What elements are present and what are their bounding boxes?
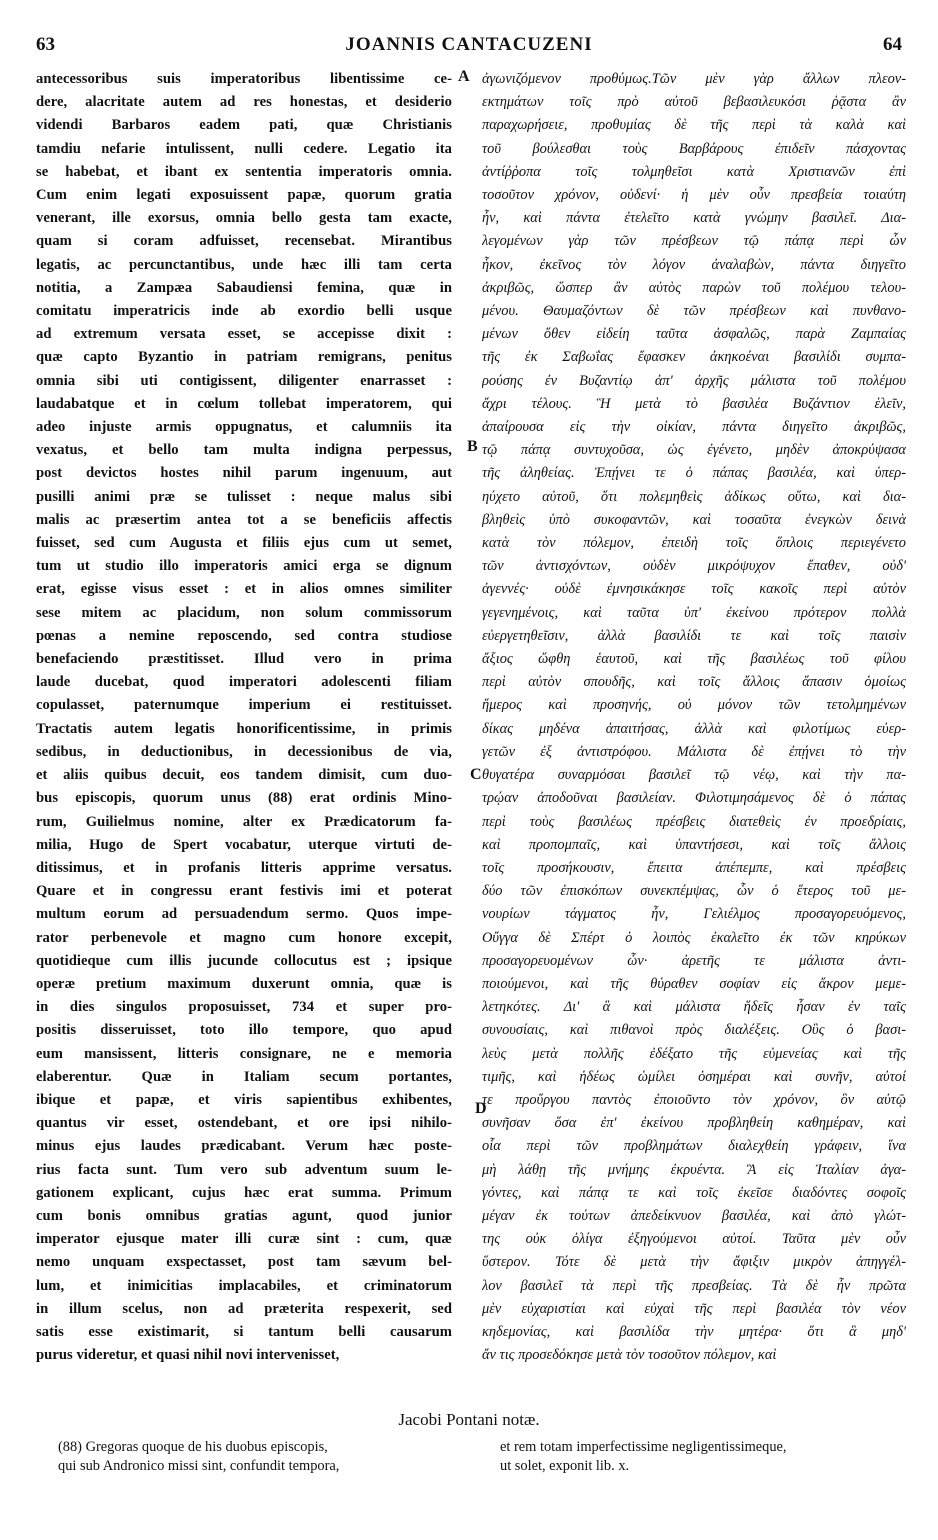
greek-text-line: συνῆσαν ὅσα ἐπ' ἐκείνου προβληθείη καθημέραν, καὶ	[482, 1115, 906, 1132]
greek-text-line: τρῴαν ἀποδοῦναι βασιλείαν. Φιλοτιμησάμενος δὲ ὁ πάπας	[482, 790, 906, 807]
margin-letter-c: C	[470, 766, 482, 783]
latin-text-line: quantus vir esset, ostendebant, et ore ipsi nihilo-	[36, 1115, 452, 1132]
footnote-line: et rem totam imperfectissime negligentissimeque,	[500, 1439, 787, 1455]
latin-text-line: rator perbenevole et magno cum honore excepit,	[36, 929, 452, 946]
latin-text-line: quæ capto Byzantio in patriam remigrans, penitus	[36, 349, 452, 366]
latin-text-line: laudabatque et in cœlum tollebat imperatorem, qui	[36, 395, 452, 412]
latin-text-line: dere, alacritate autem ad res honestas, et desiderio	[36, 94, 452, 111]
greek-text-line: εὐεργετηθεῖσιν, ἀλλὰ βασιλίδι τε καὶ τοῖς παισὶν	[482, 627, 906, 644]
latin-text-line: positis disseruisset, toto illo tempore, quo apud	[36, 1022, 452, 1039]
greek-text-line: παραχωρήσειε, προθυμίας δὲ τῆς περὶ τὰ καλὰ καὶ	[482, 117, 906, 134]
greek-text-line: τῶν ἀντισχόντων, οὐδὲν μικρόψυχον ἔπαθεν, οὐδ'	[482, 558, 906, 575]
greek-text-line: τοῦ βούλεσθαι τοὺς Βαρβάρους ἐπιδεῖν πάσχοντας	[482, 140, 906, 157]
greek-text-line: ἄξιος ὤφθη ἑαυτοῦ, καὶ τῆς βασιλέως τοῦ φίλου	[482, 651, 906, 668]
greek-text-line: τῆς ἐκ Σαβωΐας ἔφασκεν ἀκηκοέναι βασιλίδι συμπα-	[482, 349, 906, 366]
latin-text-line: copulasset, paternumque imperium ei restituisset.	[36, 697, 452, 714]
latin-text-line: ibique et papæ, et viris sapientibus exhibentes,	[36, 1091, 452, 1108]
greek-text-line: λεὺς μετὰ πολλῆς ἐδέξατο τῆς εὐμενείας καὶ τῆς	[482, 1045, 906, 1062]
latin-text-line: multum eorum ad persuadendum sermo. Quos impe-	[36, 906, 452, 923]
greek-text-line: εκτημάτων τοῖς πρὸ αὐτοῦ βεβασιλευκόσι ῥᾷστα ἂν	[482, 94, 906, 111]
latin-text-line: benefaciendo præstitisset. Illud vero in prima	[36, 651, 452, 668]
latin-text-line: et aliis quibus decuit, eos tandem dimisit, cum duo-	[36, 767, 452, 784]
latin-text-line: vexatus, et bello tam multa indigna perpessus,	[36, 442, 452, 459]
greek-text-line: ἥμερος καὶ προσηνής, οὐ μόνον τῶν τετολμημένων	[482, 697, 906, 714]
greek-text-line: προσαγορευομένων ὧν· ἀρετῆς τε μάλιστα ἀντι-	[482, 952, 906, 969]
latin-text-line: gationem explicant, cujus hæc erat summa. Primum	[36, 1184, 452, 1201]
greek-text-line: ποιούμενοι, καὶ τῆς θύραθεν σοφίαν εἰς ἄκρον μεμε-	[482, 975, 906, 992]
latin-text-line: lum, et inimicitias implacabiles, et criminatorum	[36, 1277, 452, 1294]
greek-text-line: τοσοῦτον χρόνον, οὐδενί· ἡ μὲν οὖν πρεσβεία τοιαύτη	[482, 187, 906, 204]
latin-text-line: laude ducebat, quod imperatori adolescenti filiam	[36, 674, 452, 691]
greek-text-line: βληθεὶς ὑπὸ συκοφαντῶν, καὶ τοσαῦτα ἐνεγκὼν δεινὰ	[482, 511, 906, 528]
greek-text-line: ἀπαίρουσα εἰς τὴν οἰκίαν, πάντα διηγεῖτο ἀκριβῶς,	[482, 419, 906, 436]
greek-text-line: κηδεμονίας, καὶ βασιλίδα τὴν μητέρα· ὅτι ἃ μηδ'	[482, 1323, 906, 1340]
latin-text-line: venerant, ille exorsus, omnia bello gesta tam exacte,	[36, 210, 452, 227]
latin-text-line: operæ pretium maximum duxerunt omnia, quæ is	[36, 975, 452, 992]
latin-text-line: rum, Guilielmus nomine, alter ex Prædicatorum fa-	[36, 813, 452, 830]
greek-text-line: καὶ προπομπαῖς, καὶ ὑπαντήσεσι, καὶ τοῖς ἄλλοις	[482, 836, 906, 853]
latin-text-line: erat, egisse visus esset : et in alios omnes similiter	[36, 581, 452, 598]
greek-text-line: θυγατέρα συναρμόσαι βασιλεῖ τῷ νέῳ, καὶ τὴν πα-	[482, 767, 906, 784]
footnote-left	[58, 1438, 476, 1475]
latin-text-line: Quare et in congressu erant festivis imi et poterat	[36, 883, 452, 900]
greek-text-line: δίκας μηδένα ἀπαιτήσας, ἀλλὰ καὶ φιλοτίμως εὐερ-	[482, 720, 906, 737]
margin-letter-a: A	[458, 68, 470, 85]
greek-text-line: μένων ὅθεν εἰδείη ταῦτα ἀσφαλῶς, παρὰ Ζαμπαίας	[482, 326, 906, 343]
greek-text-line: τῆς ἀληθείας. Ἐπῄνει τε ὁ πάπας βασιλέα, καὶ ὑπερ-	[482, 465, 906, 482]
notes-heading: Jacobi Pontani notæ.	[398, 1410, 540, 1429]
greek-text-line: περὶ τοὺς βασιλέως πρέσβεις διατεθεὶς ἐν προεδρίαις,	[482, 813, 906, 830]
latin-text-line: in dies singulos proposuisset, 734 et super pro-	[36, 999, 452, 1016]
greek-text-line: νουρίων τάγματος ἦν, Γελιέλμος προσαγορευόμενος,	[482, 906, 906, 923]
greek-text-line: ἄν τις προσεδόκησε μετὰ τὸν τοσοῦτον πόλεμον, καὶ	[482, 1347, 777, 1364]
latin-text-line: milia, Hugo de Spert vocabatur, uterque virtuti de-	[36, 836, 452, 853]
latin-text-line: se habebat, et ibant ex sententia imperatoris omnia.	[36, 163, 452, 180]
greek-text-line: τῷ πάπᾳ συντυχοῦσα, ὡς ἐγένετο, μηδὲν ἀποκρύψασα	[482, 442, 906, 459]
greek-text-line: τε προὔργου παντὸς ἐποιοῦντο τὸν χρόνον, ὃν αὐτῷ	[482, 1091, 906, 1108]
greek-text-line: γόντες, καὶ πάπᾳ τε καὶ τοῖς ἐκεῖσε διαδόντες σοφοῖς	[482, 1184, 906, 1201]
latin-text-line: bus episcopis, quorum unus (88) erat ordinis Mino-	[36, 790, 452, 807]
latin-text-line: adeo injuste armis oppugnatus, et calumniis ita	[36, 419, 452, 436]
footnote-line: (88) Gregoras quoque de his duobus episcopis,	[58, 1439, 328, 1455]
latin-text-line: malis ac præsertim antea tot a se beneficiis affectis	[36, 511, 452, 528]
latin-text-line: in illum scelus, non ad præterita respexerit, sed	[36, 1300, 452, 1317]
greek-text-line: μὴ λάθῃ τῆς μνήμης ἐκρυέντα. Ἃ εἰς Ἰταλίαν ἀγα-	[482, 1161, 906, 1178]
page-header	[36, 34, 902, 60]
latin-text-line: eum mansissent, litteris consignare, ne e memoria	[36, 1045, 452, 1062]
latin-text-line: comitatu imperatricis inde ab exordio belli usque	[36, 303, 452, 320]
latin-text-line: ditissimus, et in profanis litteris apprime versatus.	[36, 859, 452, 876]
latin-text-line: sese mitem ac placidum, non solum commissorum	[36, 604, 452, 621]
greek-text-line: ἀκριβῶς, ὥσπερ ἂν αὐτὸς παρὼν τοῦ πολέμου τελου-	[482, 279, 906, 296]
greek-text-line: λεγομένων γὰρ τῶν πρέσβεων τῷ πάπᾳ περὶ ὧν	[482, 233, 906, 250]
latin-text-line: imperator ejusque mater illi curæ sint : cum, quæ	[36, 1231, 452, 1248]
greek-text-line: οἷα περὶ τῶν προβλημάτων διαλεχθείη γράφειν, ἵνα	[482, 1138, 906, 1155]
latin-text-line: pusilli animi præ se tulisset : neque malus sibi	[36, 488, 452, 505]
latin-text-line: ad extremum versata esset, se accepisse dixit :	[36, 326, 452, 343]
page-number-right: 64	[883, 34, 902, 55]
latin-text-line: tum ut studio illo imperatoris amici erga se dignum	[36, 558, 452, 575]
latin-text-line: nemo unquam exspectasset, post tam sævum bel-	[36, 1254, 452, 1271]
greek-column	[482, 68, 906, 1367]
margin-letter-d: D	[475, 1100, 487, 1117]
greek-text-line: τοῖς προσήκουσιν, ἔπειτα ἀπέπεμπε, καὶ πρέσβεις	[482, 859, 906, 876]
latin-text-line: videndi Barbaros eadem pati, quæ Christianis	[36, 117, 452, 134]
greek-text-line: μένου. Θαυμαζόντων δὲ τῶν πρέσβεων καὶ πυνθανο-	[482, 303, 906, 320]
greek-text-line: μὲν εὐχαριστίαι καὶ εὐχαὶ τῆς περὶ βασιλέα τὸν νέον	[482, 1300, 906, 1317]
latin-text-line: pœnas a nemine reposcendo, sed contra studiose	[36, 627, 452, 644]
greek-text-line: δύο τῶν ἐπισκόπων συνεκπέμψας, ὧν ὁ ἕτερος τοῦ με-	[482, 883, 906, 900]
greek-text-line: κατὰ τὸν πόλεμον, ἐπειδὴ τοῖς ὅπλοις περιεγένετο	[482, 535, 906, 552]
greek-text-line: συνουσίαις, καὶ πιθανοὶ πρὸς διαλέξεις. Οὓς ὁ βασι-	[482, 1022, 906, 1039]
greek-text-line: μέγαν ἐκ τούτων ἀπεδείκνυον βασιλέα, καὶ ἀπὸ γλώτ-	[482, 1207, 906, 1224]
greek-text-line: ὕστερον. Τότε δὲ μετὰ τὴν ἄφιξιν μικρὸν ἀπηγγέλ-	[482, 1254, 906, 1271]
latin-text-line: Cum enim legati exposuissent papæ, quorum gratia	[36, 187, 452, 204]
latin-text-line: sedibus, in deductionibus, in decessionibus de via,	[36, 743, 452, 760]
greek-text-line: ρούσης ἐν Βυζαντίῳ ἀπ' ἀρχῆς μάλιστα τοῦ πολέμου	[482, 372, 906, 389]
greek-text-line: ἦν, καὶ πάντα ἐτελεῖτο κατὰ γνώμην βασιλεῖ. Δια-	[482, 210, 906, 227]
greek-text-line: γεγενημένοις, καὶ ταῦτα ὑπ' ἐκείνου πρότερον πολλὰ	[482, 604, 906, 621]
latin-column	[36, 68, 452, 1367]
footnote-right	[500, 1438, 912, 1475]
latin-text-line: satis esse existimarit, si tantum belli causarum	[36, 1323, 452, 1340]
latin-text-line: fuisset, sed cum Augusta et filiis ejus cum ut semet,	[36, 535, 452, 552]
running-title: JOANNIS CANTACUZENI	[345, 34, 593, 55]
latin-text-line: quotidieque cum illis jucunde collocutus est ; ipsique	[36, 952, 452, 969]
greek-text-line: τιμῆς, καὶ ἡδέως ὡμίλει ὁσημέραι καὶ συνῆν, αὐτοί	[482, 1068, 906, 1085]
greek-text-line: λον βασιλεῖ τὰ περὶ τῆς πρεσβείας. Τὰ δὲ ἦν πρῶτα	[482, 1277, 906, 1294]
latin-text-line: purus videretur, et quasi nihil novi intervenisset,	[36, 1347, 340, 1364]
latin-text-line: legatis, ac percunctantibus, unde hæc illi tam certa	[36, 256, 452, 273]
latin-text-line: quam si coram adfuisset, recensebat. Mirantibus	[36, 233, 452, 250]
latin-text-line: tamdiu nefarie intulissent, nulli cedere. Legatio ita	[36, 140, 452, 157]
greek-text-line: Οὔγγα δὲ Σπέρτ ὁ λοιπὸς ἐκαλεῖτο ἐκ τῶν κηρύκων	[482, 929, 906, 946]
greek-text-line: ἄχρι τέλους. Ἣ μετὰ τὸ βασιλέα Βυζάντιον ἑλεῖν,	[482, 395, 906, 412]
greek-text-line: ἀγεννές· οὐδὲ ἐμνησικάκησε τοῖς κακοῖς περὶ αὐτὸν	[482, 581, 906, 598]
latin-text-line: notitia, a Zampæa Sabaudiensi femina, quæ in	[36, 279, 452, 296]
greek-text-line: ηύχετο αὐτοῦ, ὅτι πολεμηθεὶς ἀδίκως οὕτω, καὶ δια-	[482, 488, 906, 505]
latin-text-line: minus ejus laudes prædicabant. Verum hæc poste-	[36, 1138, 452, 1155]
latin-text-line: omnia sibi uti contigissent, diligenter enarrasset :	[36, 372, 452, 389]
greek-text-line: γετῶν ἐξ ἀντιστρόφου. Μάλιστα δὲ ἐπῄνει τὸ τὴν	[482, 743, 906, 760]
page-number-left: 63	[36, 34, 55, 55]
greek-text-line: ἀντίῤῥοπα τοῖς τολμηθεῖσι κατὰ Χριστιανῶν ἐπὶ	[482, 163, 906, 180]
footnote-line: ut solet, exponit lib. x.	[500, 1457, 630, 1474]
latin-text-line: rius facta sunt. Tum vero sub adventum suum le-	[36, 1161, 452, 1178]
latin-text-line: elaberentur. Quæ in Italiam secum portantes,	[36, 1068, 452, 1085]
latin-text-line: Tractatis autem legatis honorificentissime, in primis	[36, 720, 452, 737]
latin-text-line: antecessoribus suis imperatoribus libentissime ce-	[36, 71, 452, 87]
latin-text-line: cum bonis omnibus gratias agunt, quod junior	[36, 1207, 452, 1224]
greek-text-line: λετηκότες. Δι' ἃ καὶ μάλιστα ἥδεῖς ἦσαν ἐν ταῖς	[482, 999, 906, 1016]
greek-text-line: ἀγωνιζόμενον προθύμως.Τῶν μὲν γὰρ ἄλλων πλεον-	[482, 71, 906, 87]
greek-text-line: της οὐκ ὀλίγα ἐξηγούμενοι αὐτοί. Ταῦτα μὲν οὖν	[482, 1231, 906, 1248]
greek-text-line: περὶ αὐτὸν σπουδῆς, καὶ τοῖς ἄλλοις ἅπασιν ὁμοίως	[482, 674, 906, 691]
margin-letter-b: B	[467, 438, 478, 455]
latin-text-line: post devictos hostes nihil parum ingenuum, aut	[36, 465, 452, 482]
footnote-line: qui sub Andronico missi sint, confundit tempora,	[58, 1457, 340, 1474]
greek-text-line: ἧκον, ἐκεῖνος τὸν λόγον ἀναλαβὼν, πάντα διηγεῖτο	[482, 256, 906, 273]
